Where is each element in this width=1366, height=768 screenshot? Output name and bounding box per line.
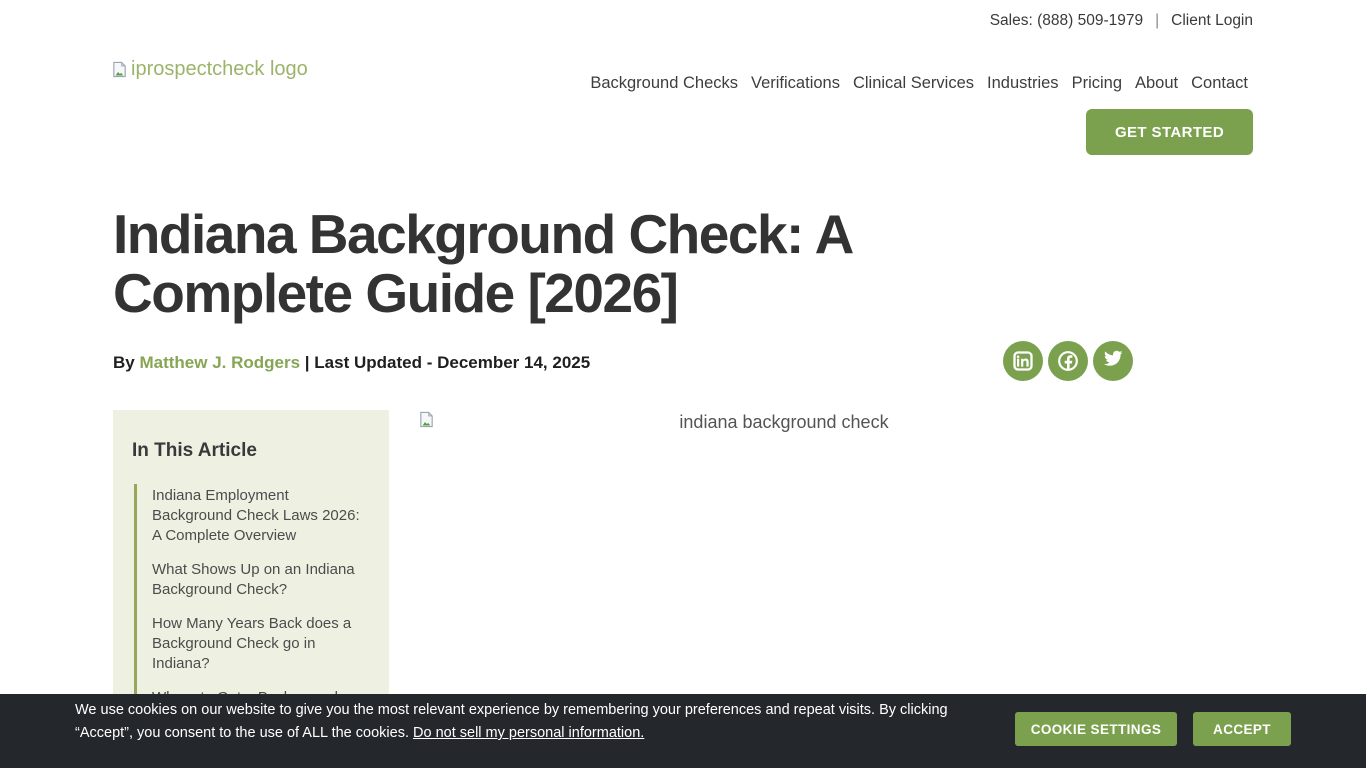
topbar-divider: |: [1155, 12, 1160, 29]
last-updated-text: Last Updated - December 14, 2025: [314, 353, 591, 372]
nav-industries[interactable]: Industries: [987, 74, 1059, 92]
nav-background-checks[interactable]: Background Checks: [590, 74, 738, 92]
facebook-icon: [1048, 341, 1088, 381]
toc-item-laws-overview[interactable]: Indiana Employment Background Check Laws 2026: A Complete Overview: [152, 487, 360, 544]
twitter-icon: [1093, 341, 1133, 381]
nav-about[interactable]: About: [1135, 74, 1179, 92]
hero-image-alt-text: indiana background check: [679, 412, 889, 432]
nav-contact[interactable]: Contact: [1191, 74, 1248, 92]
page-title: Indiana Background Check: A Complete Guide [2026]: [113, 203, 851, 325]
toc-list: [134, 484, 369, 710]
sales-phone-link[interactable]: Sales: (888) 509-1979: [989, 12, 1144, 29]
toc-heading: In This Article: [132, 440, 257, 461]
toc-item-how-many-years[interactable]: How Many Years Back does a Background Check go in Indiana?: [152, 615, 352, 672]
nav-clinical-services[interactable]: Clinical Services: [852, 74, 975, 92]
linkedin-icon: [1003, 341, 1043, 381]
author-link[interactable]: Matthew J. Rodgers: [139, 353, 301, 372]
do-not-sell-link[interactable]: Do not sell my personal information.: [413, 725, 645, 741]
site-logo-broken-image[interactable]: [111, 58, 308, 81]
nav-verifications[interactable]: Verifications: [751, 74, 840, 92]
get-started-button[interactable]: GET STARTED: [1086, 109, 1253, 155]
cookie-consent-bar: [0, 694, 1366, 768]
nav-pricing[interactable]: Pricing: [1071, 74, 1122, 92]
social-share-row: [1003, 341, 1133, 381]
top-utility-bar: [990, 12, 1253, 30]
broken-image-icon: [111, 61, 128, 78]
cookie-settings-button[interactable]: COOKIE SETTINGS: [1015, 712, 1177, 746]
toc-item-what-shows-up[interactable]: What Shows Up on an Indiana Background Check?: [152, 561, 355, 598]
byline-separator: |: [304, 353, 310, 372]
linkedin-share-button[interactable]: [1003, 341, 1043, 381]
twitter-share-button[interactable]: [1093, 341, 1133, 381]
cookie-message-block: [75, 701, 1005, 743]
facebook-share-button[interactable]: [1048, 341, 1088, 381]
byline-prefix: By: [113, 353, 135, 372]
client-login-link[interactable]: Client Login: [1171, 12, 1253, 29]
cookie-accept-button[interactable]: ACCEPT: [1193, 712, 1291, 746]
byline: [113, 353, 590, 373]
logo-alt-text: iprospectcheck logo: [131, 58, 308, 80]
cookie-message: We use cookies on our website to give you the most relevant experience by remembering your preferences and repeat visits. By clicking “Accept”, you consent to the use of ALL the cookies.: [75, 702, 948, 741]
main-nav: [590, 74, 1248, 93]
